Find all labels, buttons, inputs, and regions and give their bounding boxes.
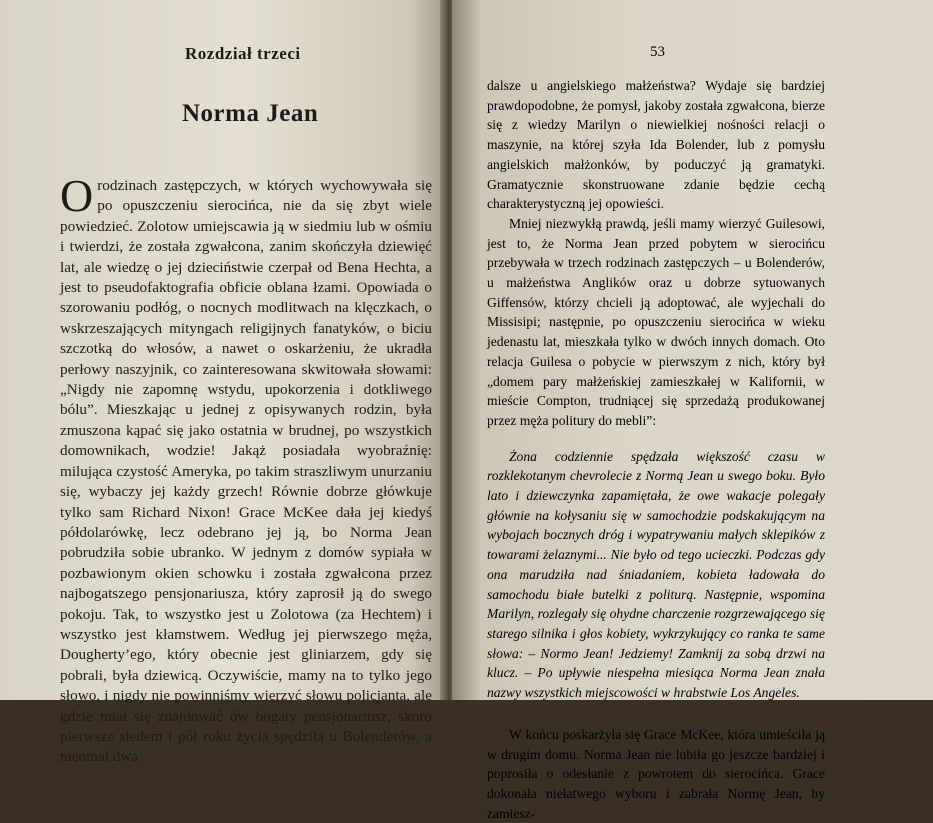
right-body-text [487,76,825,823]
left-paragraph: rodzinach zastępczych, w których wychowywała się po opuszczeniu sierocińca, nie da się zbyt wiele powiedzieć. Zolotow umiejscawia ją w siedmiu lub w ośmiu i twierdzi, że została zgwałcona, zanim skończyła dziewięć lat, ale wiedzę o jej dzieciństwie czerpał od Bena Hechta, a jest to pseudofaktografia obficie oblana łzami. Opowiada o szorowaniu podłóg, o nocnych modlitwach na klęczkach, o wskrzeszających mityngach religijnych fanatyków, o biciu szczotką do włosów, a nawet o oskarżeniu, że ukradła perłowy naszyjnik, co zainteresowana skwitowała słowami: „Nigdy nie zapomnę wstydu, upokorzenia i dotkliwego bólu”. Mieszkając u jednej z opisywanych rodzin, była zmuszona kąpać się jako ostatnia w brudnej, po wszystkich domownikach, wodzie! Jakąż posiadała wyobraźnię: milująca czystość Ameryka, po takim straszliwym unurzaniu się, wybaczy jej każdy grzech! Równie dobrze główkuje tylko sam Richard Nixon! Grace McKee dała jej kiedyś półdolarówkę, lecz odebrano jej ją, bo Norma Jean pobrudziła sobie ubranko. W jednym z domów sypiała w pozbawionym okien schowku i została zgwałcona przez najbogatszego pensjonariusza, który zaprosił ją do swego pokoju. Tak, to wszystko jest u Zolotowa (za Hechtem) i wszystko jest kłamstwem. Według jej pierwszego męża, Dougherty’ego, który obecnie jest gliniarzem, gdy się pobrali, była dziewicą. Oczywiście, mamy na to tylko jego słowo, i nigdy nie powinniśmy wierzyć słowu policjanta, ale gdzie miał się znajdować ów bogaty pensjonariusz, skoro pierwsze siedem i pół roku życia spędziła u Bolenderów, a nieomal dwa [60,177,432,766]
page-number: 53 [650,44,665,60]
right-paragraph-3: W końcu poskarżyła się Grace McKee, która umieściła ją w drugim domu. Norma Jean nie lubiła go jeszcze bardziej i poprosiła o odesłanie z powrotem do sierocińca. Grace dokonała niełatwego wyboru i zabrała Normę Jean, by zamiesz- [487,726,825,821]
left-page [0,0,446,766]
block-quote: Żona codziennie spędzała większość czasu w rozklekotanym chevrolecie z Normą Jean u swego boku. Było lato i dziewczynka zapamiętała, że owe wakacje polegały głównie na kołysaniu się w samochodzie podskakującym na wybojach bocznych dróg i wypatrywaniu małych sklepików z towarami żelaznymi... Nie było od tego ucieczki. Podczas gdy ona marudziła nad śniadaniem, kobieta ładowała do samochodu białe butelki z politurą. Następnie, wspomina Marilyn, rozlegały się ohydne charczenie rozgrzewającego się starego silnika i głos kobiety, wykrzykujący co ranka te same słowa: – Normo Jean! Jedziemy! Zamknij za sobą drzwi na klucz. – Po upływie niespełna miesiąca Norma Jean znała nazwy wszystkich miejscowości w hrabstwie Los Angeles. [487,448,825,701]
right-paragraph-2: Mniej niezwykłą prawdą, jeśli mamy wierzyć Guilesowi, jest to, że Norma Jean przed pobytem w sierocińcu przebywała w trzech rodzinach zastępczych – u Bolenderów, u małżeństwa Anglików oraz u dobrze sytuowanych Giffensów, którzy chcieli ją adoptować, ale wyjechali do Missisipi; następnie, po opuszczeniu sierocińca w wieku jedenastu lat, mieszkała tylko w dwóch innych domach. Oto relacja Guilesa o pobycie w pierwszym z nich, który był „domem pary małżeńskiej zamieszkałej w Kalifornii, w mieście Compton, trudniącej się sprzedażą produkowanej przez męża politury do mebli”: [487,215,825,428]
chapter-title: Norma Jean [182,100,319,127]
left-body-text [60,170,432,768]
running-header: Rozdział trzeci [185,44,301,63]
drop-cap: O [60,170,94,221]
right-paragraph-1: dalsze u angielskiego małżeństwa? Wydaje się bardziej prawdopodobne, że pomysł, jakoby została zgwałcona, bierze się z wiedzy Marilyn o niewielkiej nośności relacji o maszynie, na której szyła Ida Bolender, lub z pomysłu angielskich małżonków, by poduczyć ją gramatyki. Gramatycznie skonstruowane zdanie będzie cechą charakterystyczną jej opowieści. [487,78,825,212]
